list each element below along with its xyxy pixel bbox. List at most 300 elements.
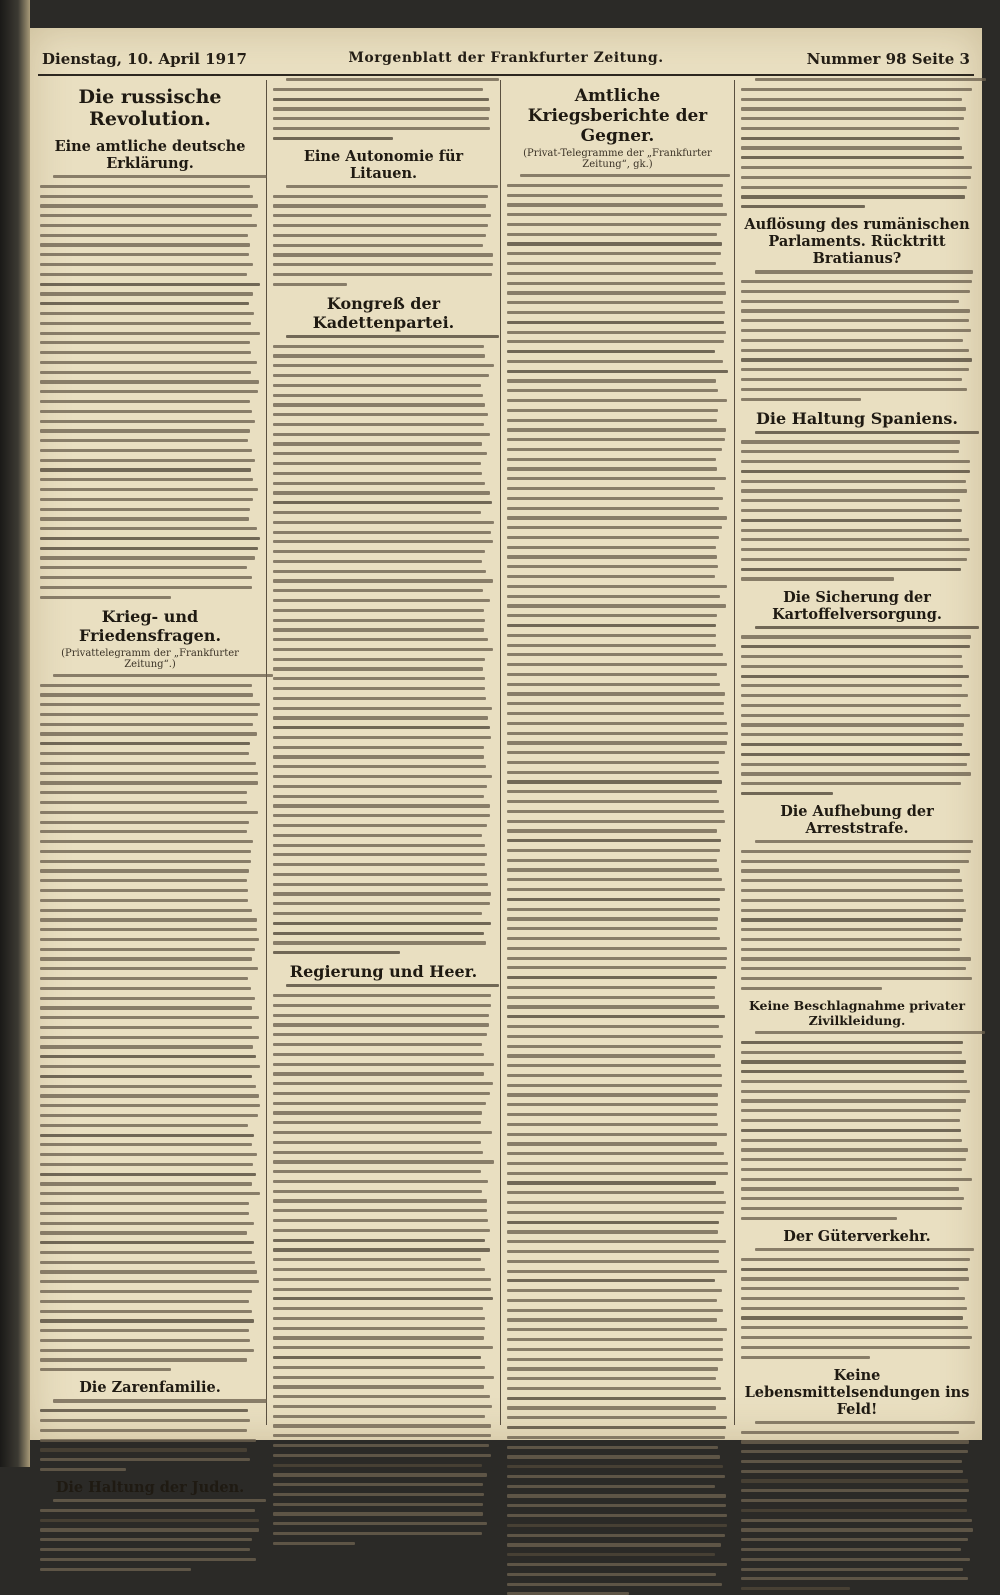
text-line xyxy=(286,335,498,338)
headline-kadettenpartei: Kongreß der Kadettenpartei. xyxy=(312,293,455,332)
text-line xyxy=(273,863,485,866)
headline-spanien: Die Haltung Spaniens. xyxy=(756,408,958,428)
text-line xyxy=(40,1241,254,1244)
text-line xyxy=(40,860,251,863)
text-line xyxy=(273,677,485,680)
text-line xyxy=(273,1023,489,1026)
text-line xyxy=(40,1212,249,1215)
text-line xyxy=(273,1043,482,1046)
headline-regierung-heer: Regierung und Heer. xyxy=(289,962,478,982)
text-line xyxy=(507,1426,726,1429)
text-line xyxy=(40,1339,250,1342)
text-line xyxy=(507,184,723,187)
text-line xyxy=(40,517,249,520)
text-line xyxy=(40,1114,258,1117)
text-line xyxy=(507,1455,720,1458)
text-line xyxy=(40,586,252,589)
column-rule xyxy=(266,80,267,1425)
text-line xyxy=(40,273,247,276)
text-line xyxy=(273,234,486,237)
text-line xyxy=(40,840,253,843)
article-body xyxy=(741,78,973,208)
text-line xyxy=(507,820,725,823)
text-line xyxy=(507,1123,718,1126)
article-body xyxy=(741,840,973,990)
text-line xyxy=(273,413,488,416)
text-line xyxy=(53,1499,266,1502)
masthead xyxy=(38,44,974,76)
article-body xyxy=(40,1499,260,1571)
text-line xyxy=(40,468,251,471)
text-line xyxy=(273,1004,491,1007)
text-line xyxy=(507,477,726,480)
text-line xyxy=(40,400,250,403)
text-line xyxy=(507,888,725,891)
text-line xyxy=(507,673,717,676)
text-line xyxy=(40,1202,249,1205)
text-line xyxy=(40,1036,259,1039)
text-line xyxy=(741,1470,963,1473)
text-line xyxy=(40,918,257,921)
text-line xyxy=(273,834,482,837)
text-line xyxy=(273,1434,491,1437)
text-line xyxy=(273,1493,484,1496)
text-line xyxy=(273,902,490,905)
headline-gueterverkehr: Der Güterverkehr. xyxy=(783,1228,931,1245)
text-line xyxy=(40,1290,252,1293)
text-line xyxy=(40,1310,252,1313)
text-line xyxy=(273,403,485,406)
text-line xyxy=(741,1489,969,1492)
text-line xyxy=(286,185,498,188)
text-line xyxy=(507,1045,721,1048)
text-line xyxy=(40,869,249,872)
text-line xyxy=(273,1111,482,1114)
text-line xyxy=(507,350,715,353)
text-line xyxy=(40,801,247,804)
text-line xyxy=(741,450,959,453)
text-line xyxy=(741,195,965,198)
text-line xyxy=(40,909,252,912)
text-line xyxy=(40,752,249,755)
text-line xyxy=(741,88,972,91)
text-line xyxy=(741,1119,960,1122)
text-line xyxy=(273,746,484,749)
text-line xyxy=(273,1327,485,1330)
column-rule xyxy=(500,80,501,1425)
text-line xyxy=(507,1240,726,1243)
text-line xyxy=(40,1548,250,1551)
headline-rumaenisches-parlament: Auflösung des rumänischen Parlaments. Rücktritt Bratianus? xyxy=(744,216,970,268)
text-line xyxy=(40,830,247,833)
text-line xyxy=(507,1074,722,1077)
text-line xyxy=(273,1219,488,1222)
article-body xyxy=(40,674,260,1372)
text-line xyxy=(40,723,253,726)
text-line xyxy=(40,1280,259,1283)
text-line xyxy=(40,1349,254,1352)
text-line xyxy=(507,1553,715,1556)
text-line xyxy=(273,1268,485,1271)
text-line xyxy=(273,394,483,397)
text-line xyxy=(273,804,490,807)
text-line xyxy=(507,1309,723,1312)
text-line xyxy=(40,1251,252,1254)
headline-zivilkleidung: Keine Beschlagnahme privater Zivilkleidung. xyxy=(748,997,966,1028)
text-line xyxy=(507,213,727,216)
text-line xyxy=(40,850,251,853)
text-line xyxy=(741,733,963,736)
text-line xyxy=(273,1199,487,1202)
text-line xyxy=(40,576,252,579)
text-line xyxy=(40,977,248,980)
text-line xyxy=(40,1065,260,1068)
text-line xyxy=(40,1538,252,1541)
text-line xyxy=(40,429,250,432)
text-line xyxy=(507,379,716,382)
text-line xyxy=(507,1162,728,1165)
column-1 xyxy=(40,78,260,1497)
text-line xyxy=(273,736,491,739)
text-line xyxy=(40,243,250,246)
text-line xyxy=(40,742,250,745)
text-line xyxy=(741,1139,962,1142)
text-line xyxy=(507,771,719,774)
text-line xyxy=(40,253,249,256)
text-line xyxy=(273,374,489,377)
text-line xyxy=(273,1131,492,1134)
text-line xyxy=(273,1209,487,1212)
text-line xyxy=(507,331,726,334)
text-line xyxy=(741,704,961,707)
text-line xyxy=(741,480,966,483)
text-line xyxy=(40,1143,252,1146)
text-line xyxy=(741,1168,962,1171)
text-line xyxy=(273,609,484,612)
article-body xyxy=(273,335,494,954)
text-line xyxy=(741,1080,967,1083)
text-line xyxy=(741,1129,961,1132)
text-line xyxy=(40,811,258,814)
text-line xyxy=(273,501,492,504)
text-line xyxy=(273,785,487,788)
text-line xyxy=(273,137,393,140)
text-line xyxy=(507,790,717,793)
text-line xyxy=(507,1133,727,1136)
text-line xyxy=(741,645,970,648)
text-line xyxy=(53,674,272,677)
column-rule xyxy=(734,80,735,1425)
text-line xyxy=(273,922,491,925)
text-line xyxy=(40,1439,256,1442)
text-line xyxy=(741,665,963,668)
text-line xyxy=(507,223,721,226)
text-line xyxy=(40,781,258,784)
text-line xyxy=(40,772,258,775)
text-line xyxy=(40,957,252,960)
text-line xyxy=(40,1261,255,1264)
text-line xyxy=(741,782,961,785)
text-line xyxy=(507,1054,715,1057)
text-line xyxy=(40,322,251,325)
text-line xyxy=(273,1180,488,1183)
text-line xyxy=(273,1522,487,1525)
text-line xyxy=(40,762,256,765)
text-line xyxy=(40,1319,254,1322)
text-line xyxy=(273,1121,481,1124)
text-line xyxy=(273,1503,483,1506)
text-line xyxy=(40,1006,252,1009)
text-line xyxy=(273,1151,483,1154)
text-line xyxy=(273,442,482,445)
text-line xyxy=(273,873,487,876)
text-line xyxy=(273,1444,489,1447)
text-line xyxy=(273,511,481,514)
text-line xyxy=(40,1368,171,1371)
text-line xyxy=(507,291,726,294)
text-line xyxy=(273,1190,482,1193)
text-line xyxy=(40,459,255,462)
text-line xyxy=(507,565,718,568)
text-line xyxy=(741,1558,970,1561)
text-line xyxy=(741,918,963,921)
text-line xyxy=(273,765,486,768)
text-line xyxy=(507,1113,717,1116)
page-number: Nummer 98 Seite 3 xyxy=(806,50,970,68)
text-line xyxy=(507,301,723,304)
text-line xyxy=(741,1568,963,1571)
text-line xyxy=(507,1035,723,1038)
text-line xyxy=(507,1563,727,1566)
text-line xyxy=(755,840,973,843)
text-line xyxy=(40,732,257,735)
text-line xyxy=(507,898,720,901)
text-line xyxy=(507,976,717,979)
text-line xyxy=(741,655,962,658)
text-line xyxy=(507,399,727,402)
text-line xyxy=(741,1207,962,1210)
text-line xyxy=(507,1211,724,1214)
text-line xyxy=(40,684,252,687)
text-line xyxy=(40,1173,256,1176)
text-line xyxy=(741,98,962,101)
text-line xyxy=(273,1063,494,1066)
text-line xyxy=(273,697,486,700)
text-line xyxy=(507,966,726,969)
text-line xyxy=(507,927,717,930)
text-line xyxy=(507,1103,718,1106)
text-line xyxy=(741,1158,966,1161)
text-line xyxy=(40,488,258,491)
text-line xyxy=(40,1192,260,1195)
text-line xyxy=(741,1538,968,1541)
text-line xyxy=(507,1583,722,1586)
text-line xyxy=(507,1093,718,1096)
text-line xyxy=(741,1041,963,1044)
text-line xyxy=(741,300,959,303)
text-line xyxy=(741,1431,959,1434)
text-line xyxy=(273,648,493,651)
text-line xyxy=(507,996,715,999)
text-line xyxy=(507,1485,715,1488)
text-line xyxy=(741,137,960,140)
text-line xyxy=(507,761,719,764)
text-line xyxy=(273,1464,482,1467)
column-2 xyxy=(273,78,494,1428)
text-line xyxy=(741,909,966,912)
text-line xyxy=(273,364,494,367)
text-line xyxy=(507,780,722,783)
text-line xyxy=(507,458,716,461)
text-line xyxy=(273,1385,484,1388)
text-line xyxy=(741,107,966,110)
text-line xyxy=(741,675,969,678)
text-line xyxy=(741,290,970,293)
article-body xyxy=(273,984,494,1545)
text-line xyxy=(507,536,719,539)
text-line xyxy=(507,1416,727,1419)
text-line xyxy=(755,270,974,273)
text-line xyxy=(741,1528,973,1531)
text-line xyxy=(273,423,484,426)
text-line xyxy=(40,420,255,423)
text-line xyxy=(273,1092,490,1095)
text-line xyxy=(273,755,484,758)
text-line xyxy=(507,467,717,470)
text-line xyxy=(741,1197,964,1200)
text-line xyxy=(40,1329,249,1332)
text-line xyxy=(507,1289,722,1292)
text-line xyxy=(273,1454,491,1457)
text-line xyxy=(40,1016,259,1019)
text-line xyxy=(273,462,481,465)
text-line xyxy=(741,538,969,541)
text-line xyxy=(273,1014,489,1017)
text-line xyxy=(507,1181,716,1184)
text-line xyxy=(507,1494,726,1497)
article-body xyxy=(40,1399,260,1471)
text-line xyxy=(741,577,894,580)
text-line xyxy=(741,1109,961,1112)
text-line xyxy=(273,1160,494,1163)
text-line xyxy=(40,1358,247,1361)
text-line xyxy=(741,166,972,169)
text-line xyxy=(40,1182,252,1185)
text-line xyxy=(507,262,716,265)
text-line xyxy=(507,233,717,236)
text-line xyxy=(741,879,962,882)
text-line xyxy=(507,1270,727,1273)
text-line xyxy=(741,1258,970,1261)
text-line xyxy=(53,175,267,178)
text-line xyxy=(741,860,969,863)
text-line xyxy=(40,527,257,530)
text-line xyxy=(741,156,964,159)
text-line xyxy=(273,1542,355,1545)
column-4 xyxy=(741,78,973,1428)
text-line xyxy=(507,575,715,578)
article-body xyxy=(741,431,973,581)
text-line xyxy=(273,1356,481,1359)
text-line xyxy=(40,1094,259,1097)
text-line xyxy=(273,853,487,856)
text-line xyxy=(507,1328,727,1331)
text-line xyxy=(40,1085,256,1088)
text-line xyxy=(507,957,727,960)
text-line xyxy=(273,204,486,207)
text-line xyxy=(741,1548,961,1551)
text-line xyxy=(741,470,970,473)
text-line xyxy=(40,263,253,266)
article-body xyxy=(741,626,973,795)
headline-revolution: Die russische Revolution. xyxy=(78,86,222,130)
headline-erklaerung: Eine amtliche deutsche Erklärung. xyxy=(54,138,246,172)
text-line xyxy=(741,850,971,853)
text-line xyxy=(40,967,258,970)
text-line xyxy=(741,957,971,960)
text-line xyxy=(40,938,259,941)
text-line xyxy=(507,1172,728,1175)
text-line xyxy=(741,1187,959,1190)
text-line xyxy=(507,849,720,852)
text-line xyxy=(507,1152,724,1155)
text-line xyxy=(40,185,250,188)
text-line xyxy=(741,1099,966,1102)
text-line xyxy=(741,948,960,951)
text-line xyxy=(507,937,720,940)
article-body xyxy=(273,185,494,286)
article-body xyxy=(273,78,494,140)
text-line xyxy=(273,775,492,778)
text-line xyxy=(507,1406,716,1409)
text-line xyxy=(741,1460,962,1463)
text-line xyxy=(40,1458,250,1461)
article-body xyxy=(40,175,260,599)
text-line xyxy=(273,1297,493,1300)
text-line xyxy=(741,319,969,322)
text-line xyxy=(507,1397,726,1400)
text-line xyxy=(40,1222,254,1225)
text-line xyxy=(507,311,725,314)
text-line xyxy=(507,1260,719,1263)
text-line xyxy=(40,195,253,198)
text-line xyxy=(507,555,717,558)
article-body xyxy=(741,1421,973,1590)
text-line xyxy=(273,224,488,227)
text-line xyxy=(40,204,258,207)
text-line xyxy=(273,1415,485,1418)
text-line xyxy=(273,1307,483,1310)
text-line xyxy=(741,723,964,726)
text-line xyxy=(507,839,721,842)
text-line xyxy=(507,1524,727,1527)
headline-juden: Die Haltung der Juden. xyxy=(55,1479,245,1497)
text-line xyxy=(741,977,972,980)
text-line xyxy=(741,987,882,990)
text-line xyxy=(507,282,725,285)
text-line xyxy=(755,78,986,81)
text-line xyxy=(40,1124,248,1127)
text-line xyxy=(741,309,970,312)
text-line xyxy=(755,626,980,629)
text-line xyxy=(40,1231,247,1234)
text-line xyxy=(507,526,722,529)
text-line xyxy=(741,349,969,352)
text-line xyxy=(40,410,252,413)
text-line xyxy=(40,312,254,315)
text-line xyxy=(507,370,728,373)
text-line xyxy=(741,1336,972,1339)
